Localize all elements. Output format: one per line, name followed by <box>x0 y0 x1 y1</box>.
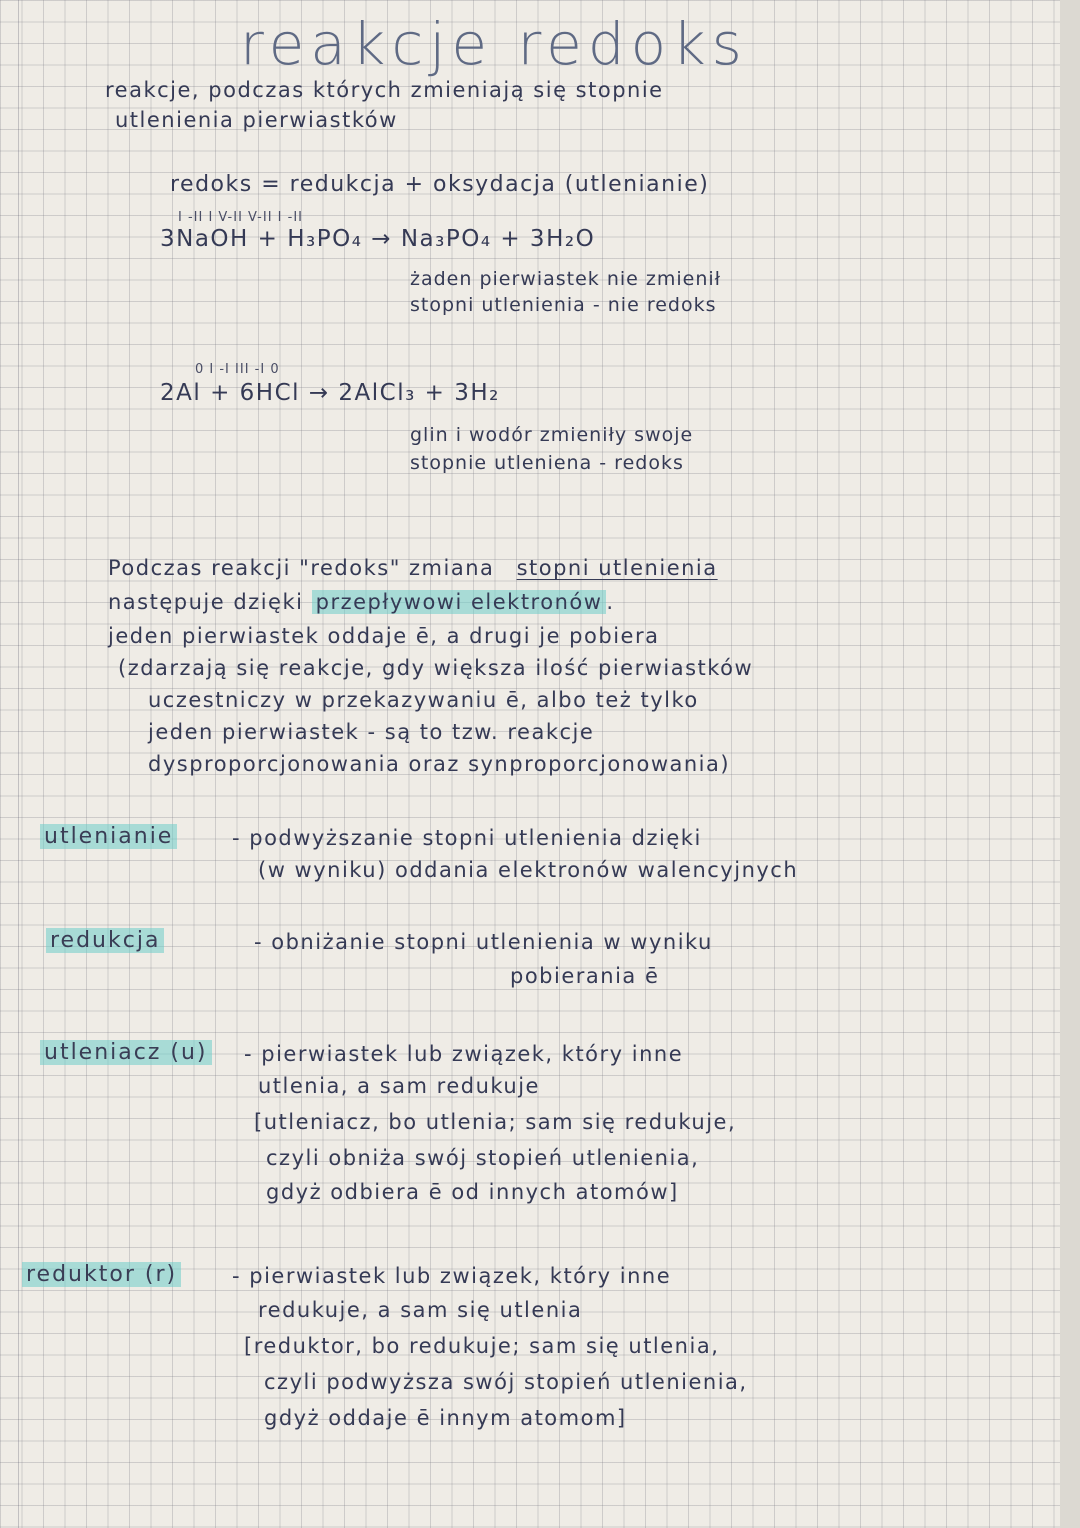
utleniacz-def-2: utlenia, a sam redukuje <box>258 1074 540 1098</box>
reduktor-def-3: [reduktor, bo redukuje; sam się utlenia, <box>244 1334 720 1358</box>
paragraph-line-1 <box>108 556 718 580</box>
utlenianie-def-2: (w wyniku) oddania elektronów walencyjnych <box>258 858 799 882</box>
example1-oxidation-states: I -II I V-II V-II I -II <box>178 210 303 225</box>
paragraph-line-2 <box>108 590 615 614</box>
utleniacz-def-5: gdyż odbiera ē od innych atomów] <box>266 1180 679 1204</box>
paragraph-line-2-start: następuje dzięki <box>108 590 304 614</box>
highlight-electron-flow: przepływowi elektronów <box>312 590 607 614</box>
notebook-margin <box>18 0 19 1528</box>
utleniacz-def-4: czyli obniża swój stopień utlenienia, <box>266 1146 700 1170</box>
term-utleniacz: utleniacz (u) <box>40 1040 212 1065</box>
example1-note-1: żaden pierwiastek nie zmienił <box>410 268 722 290</box>
intro-line-1: reakcje, podczas których zmieniają się stopnie <box>105 78 664 102</box>
paragraph-line-6: jeden pierwiastek - są to tzw. reakcje <box>148 720 595 744</box>
example2-note-1: glin i wodór zmieniły swoje <box>410 424 694 446</box>
example2-equation: 2Al + 6HCl → 2AlCl₃ + 3H₂ <box>160 380 500 406</box>
paragraph-line-5: uczestniczy w przekazywaniu ē, albo też tylko <box>148 688 699 712</box>
page-title: reakcje redoks <box>240 10 748 78</box>
redukcja-def-1: - obniżanie stopni utlenienia w wyniku <box>254 930 713 954</box>
paragraph-line-3: jeden pierwiastek oddaje ē, a drugi je pobiera <box>108 624 660 648</box>
intro-line-2: utlenienia pierwiastków <box>115 108 398 132</box>
redukcja-def-2: pobierania ē <box>510 964 660 988</box>
example1-equation: 3NaOH + H₃PO₄ → Na₃PO₄ + 3H₂O <box>160 226 596 252</box>
term-utlenianie: utlenianie <box>40 824 177 849</box>
paragraph-line-4: (zdarzają się reakcje, gdy większa ilość pierwiastków <box>118 656 754 680</box>
utlenianie-def-1: - podwyższanie stopni utlenienia dzięki <box>232 826 702 850</box>
reduktor-def-1: - pierwiastek lub związek, który inne <box>232 1264 672 1288</box>
utleniacz-def-1: - pierwiastek lub związek, który inne <box>244 1042 684 1066</box>
example2-note-2: stopnie utleniena - redoks <box>410 452 684 474</box>
example1-note-2: stopni utlenienia - nie redoks <box>410 294 717 316</box>
paragraph-line-1-start: Podczas reakcji "redoks" zmiana <box>108 556 495 580</box>
term-reduktor: reduktor (r) <box>22 1262 181 1287</box>
paragraph-line-1-underlined: stopni utlenienia <box>516 556 718 580</box>
paragraph-line-7: dysproporcjonowania oraz synproporcjonowania) <box>148 752 731 776</box>
redox-definition: redoks = redukcja + oksydacja (utlenianie) <box>170 172 710 197</box>
example2-oxidation-states: 0 I -I III -I 0 <box>195 362 280 377</box>
term-redukcja: redukcja <box>46 928 164 953</box>
reduktor-def-2: redukuje, a sam się utlenia <box>258 1298 583 1322</box>
reduktor-def-4: czyli podwyższa swój stopień utlenienia, <box>264 1370 748 1394</box>
reduktor-def-5: gdyż oddaje ē innym atomom] <box>264 1406 627 1430</box>
page-edge <box>1060 0 1080 1528</box>
paragraph-line-2-end: . <box>606 590 615 614</box>
utleniacz-def-3: [utleniacz, bo utlenia; sam się redukuje, <box>254 1110 737 1134</box>
